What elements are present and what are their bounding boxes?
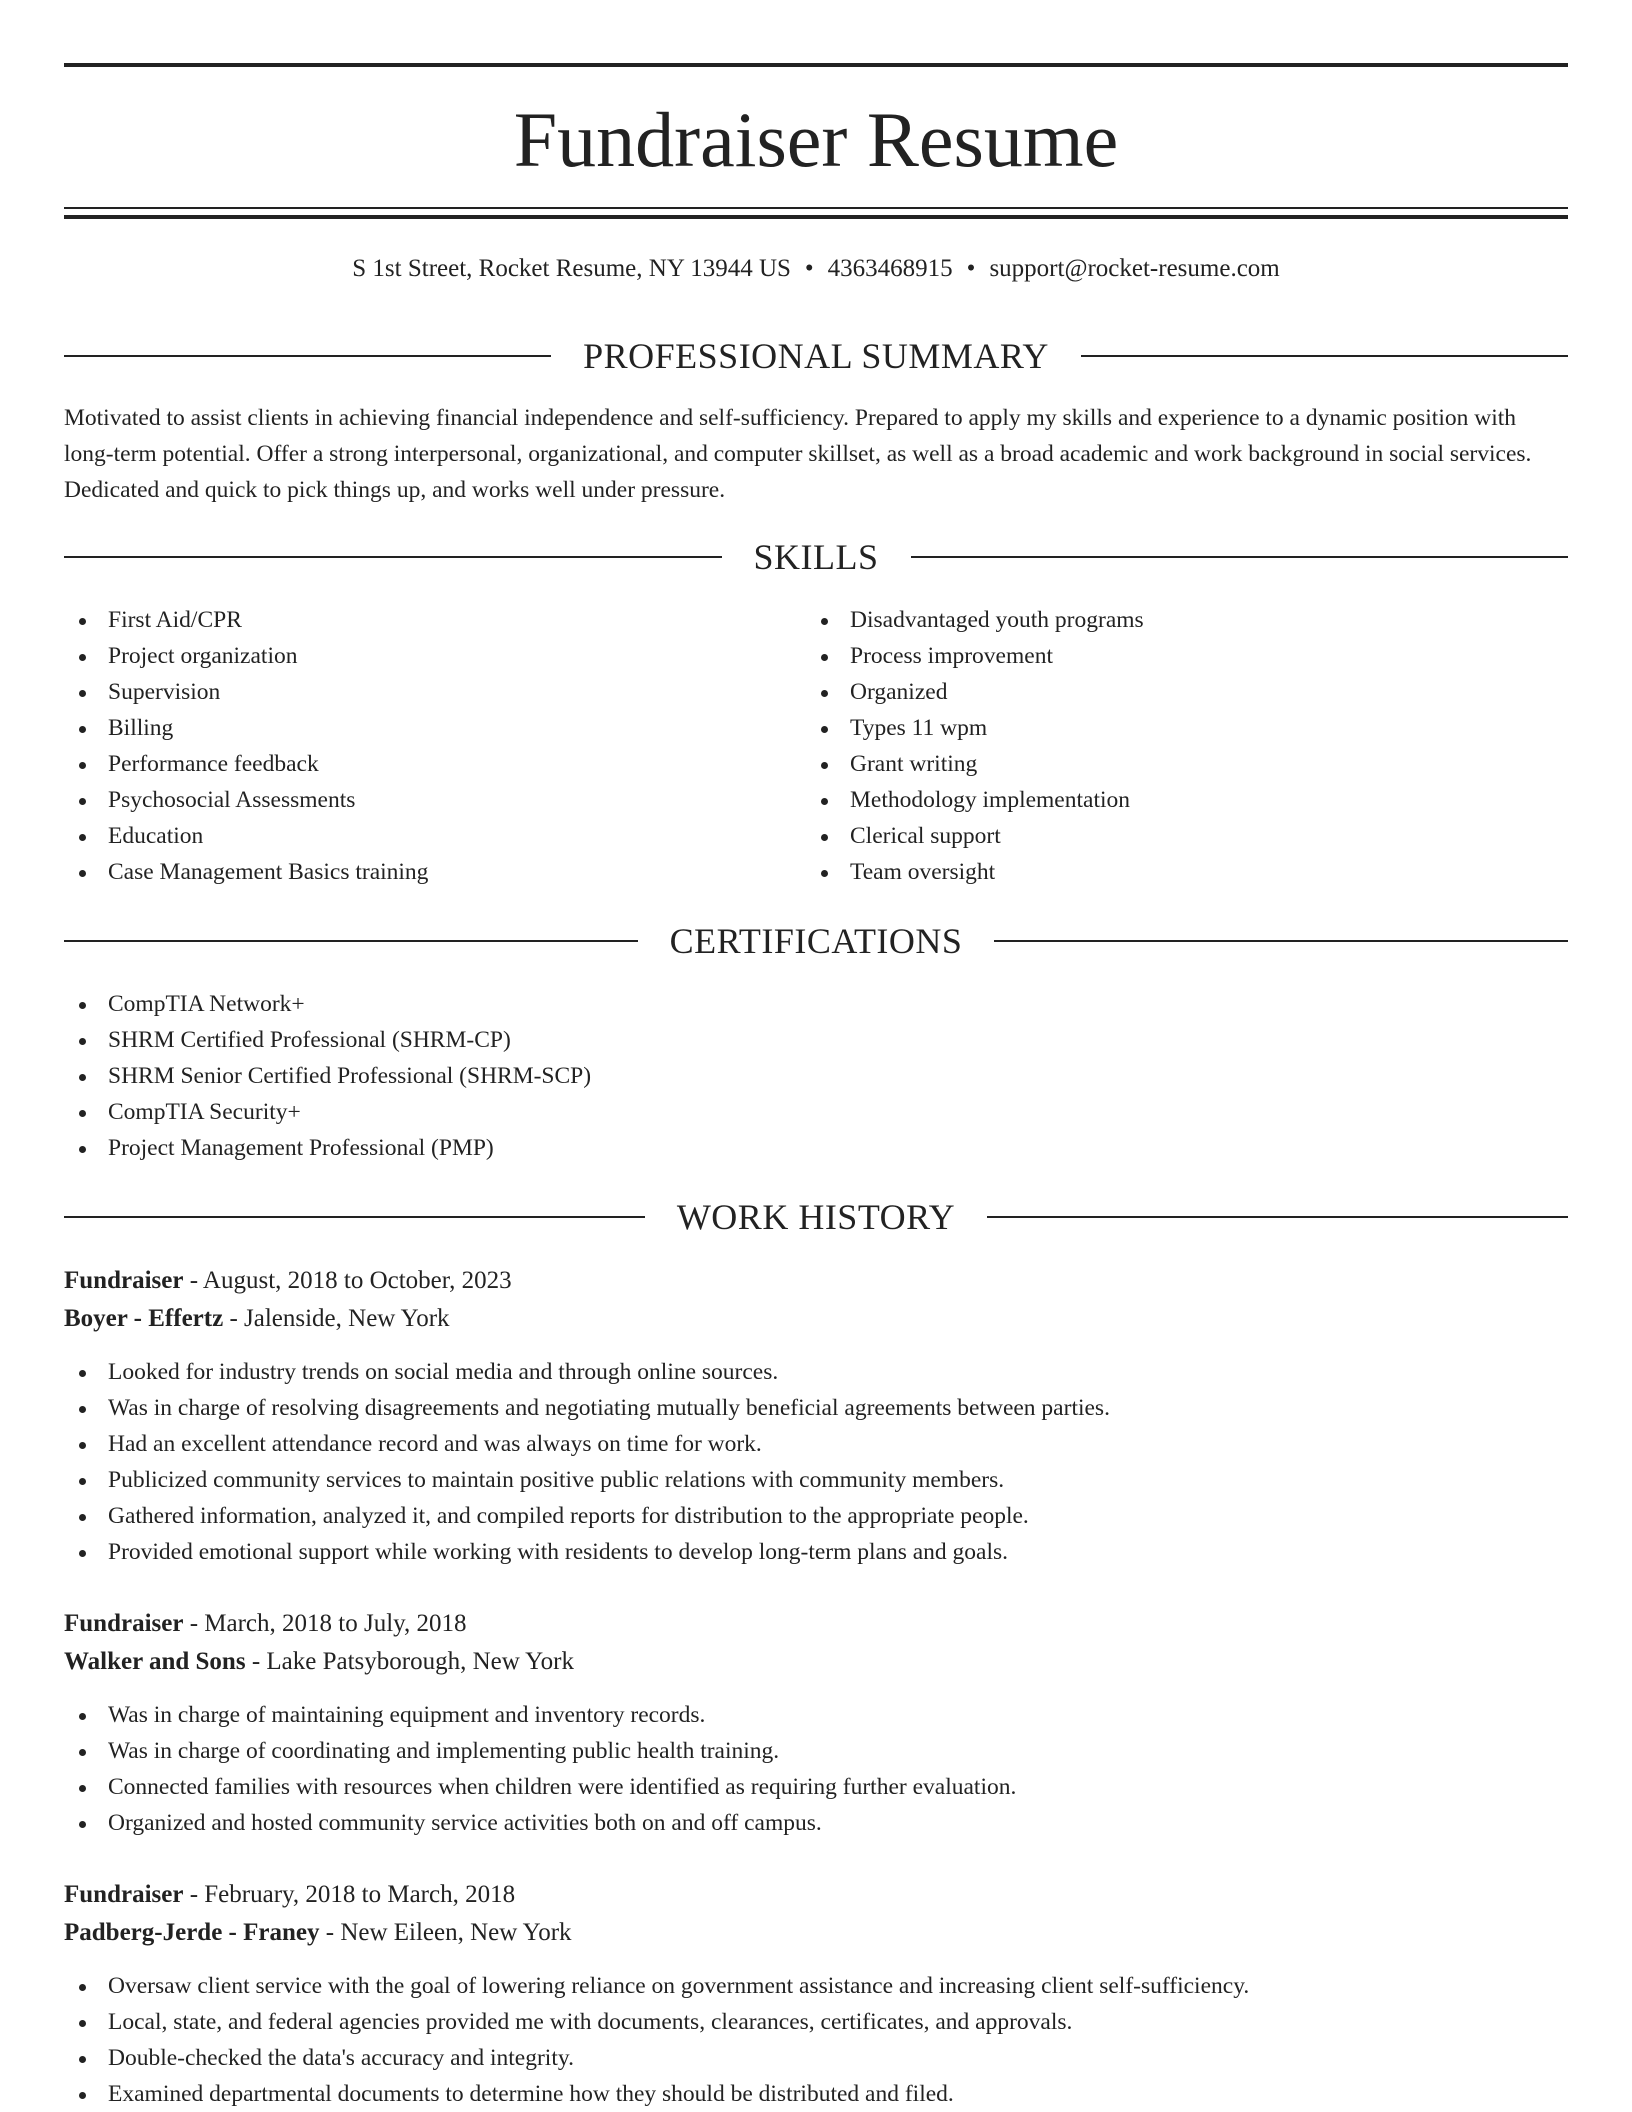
certifications-list <box>64 986 1568 1166</box>
skill-item: Project organization <box>64 638 804 674</box>
job-location: Jalenside, New York <box>244 1305 450 1332</box>
skill-item: Performance feedback <box>64 746 804 782</box>
skill-item: Organized <box>806 674 1546 710</box>
skill-item: Disadvantaged youth programs <box>806 602 1546 638</box>
skills-list-left <box>64 602 804 890</box>
header-top-rule <box>64 63 1568 67</box>
job-dates: February, 2018 to March, 2018 <box>204 1881 516 1908</box>
heading-rule-right <box>994 940 1568 942</box>
skill-item: Education <box>64 818 804 854</box>
job-entry <box>64 1262 1568 1570</box>
contact-address: S 1st Street, Rocket Resume, NY 13944 US <box>352 255 791 282</box>
skill-item: Supervision <box>64 674 804 710</box>
heading-rule-right <box>987 1216 1568 1218</box>
certification-item: Project Management Professional (PMP) <box>64 1130 1568 1166</box>
heading-rule-right <box>1081 355 1568 357</box>
job-duty-item: Local, state, and federal agencies provided me with documents, clearances, certificates, and approvals. <box>64 2004 1568 2040</box>
job-duty-item: Was in charge of coordinating and implementing public health training. <box>64 1733 1568 1769</box>
job-employer-line: Boyer - Effertz - Jalenside, New York <box>64 1305 450 1332</box>
skill-item: Methodology implementation <box>806 782 1546 818</box>
skill-item: Process improvement <box>806 638 1546 674</box>
skill-item: Grant writing <box>806 746 1546 782</box>
job-duty-item: Looked for industry trends on social media and through online sources. <box>64 1354 1568 1390</box>
skills-list-right <box>806 602 1546 890</box>
job-duty-item: Was in charge of maintaining equipment and inventory records. <box>64 1697 1568 1733</box>
section-heading-skills <box>64 537 1568 577</box>
section-heading-certifications <box>64 921 1568 961</box>
job-dates: August, 2018 to October, 2023 <box>202 1267 512 1294</box>
job-duty-item: Organized and hosted community service activities both on and off campus. <box>64 1805 1568 1841</box>
contact-phone: 4363468915 <box>827 255 953 282</box>
certification-item: SHRM Senior Certified Professional (SHRM-SCP) <box>64 1058 1568 1094</box>
job-location: New Eileen, New York <box>340 1919 572 1946</box>
job-duty-item: Examined departmental documents to determine how they should be distributed and filed. <box>64 2076 1568 2112</box>
job-title-line: Fundraiser - March, 2018 to July, 2018 <box>64 1610 467 1637</box>
section-heading-label: CERTIFICATIONS <box>669 921 963 961</box>
section-heading-summary <box>64 336 1568 376</box>
heading-rule-left <box>64 556 722 558</box>
job-duty-item: Gathered information, analyzed it, and compiled reports for distribution to the appropriate people. <box>64 1498 1568 1534</box>
job-duties-list <box>64 1354 1568 1570</box>
certification-item: CompTIA Security+ <box>64 1094 1568 1130</box>
job-title-line: Fundraiser - August, 2018 to October, 2023 <box>64 1267 512 1294</box>
job-company: Boyer - Effertz <box>64 1305 224 1332</box>
job-title-line: Fundraiser - February, 2018 to March, 2018 <box>64 1881 516 1908</box>
job-entry <box>64 1605 1568 1841</box>
job-duty-item: Publicized community services to maintain positive public relations with community members. <box>64 1462 1568 1498</box>
skill-item: Billing <box>64 710 804 746</box>
job-duty-item: Had an excellent attendance record and was always on time for work. <box>64 1426 1568 1462</box>
job-employer-line: Padberg-Jerde - Franey - New Eileen, New York <box>64 1919 572 1946</box>
heading-rule-right <box>911 556 1569 558</box>
summary-text: Motivated to assist clients in achieving financial independence and self-sufficiency. Prepared to apply my skills and experience to a dynamic position with long-term potential. Offer a strong interpersonal, organizational, and computer skillset, as well as a broad academic and work background in social services. Dedicated and quick to pick things up, and works well under pressure. <box>64 405 1532 503</box>
contact-separator: • <box>804 255 814 282</box>
header-rule-upper <box>64 207 1568 209</box>
heading-rule-left <box>64 940 638 942</box>
section-heading-work-history <box>64 1197 1568 1237</box>
skill-item: Types 11 wpm <box>806 710 1546 746</box>
job-company: Walker and Sons <box>64 1648 246 1675</box>
skill-item: Team oversight <box>806 854 1546 890</box>
skill-item: Clerical support <box>806 818 1546 854</box>
job-entry <box>64 1876 1568 2112</box>
job-company: Padberg-Jerde - Franey <box>64 1919 320 1946</box>
job-title: Fundraiser <box>64 1881 184 1908</box>
header-rule-lower <box>64 215 1568 219</box>
section-heading-label: SKILLS <box>753 537 879 577</box>
job-duty-item: Double-checked the data's accuracy and integrity. <box>64 2040 1568 2076</box>
section-heading-label: WORK HISTORY <box>676 1197 956 1237</box>
job-dates: March, 2018 to July, 2018 <box>204 1610 467 1637</box>
certification-item: SHRM Certified Professional (SHRM-CP) <box>64 1022 1568 1058</box>
job-duty-item: Oversaw client service with the goal of lowering reliance on government assistance and increasing client self-sufficiency. <box>64 1968 1568 2004</box>
job-duty-item: Provided emotional support while working with residents to develop long-term plans and goals. <box>64 1534 1568 1570</box>
certification-item: CompTIA Network+ <box>64 986 1568 1022</box>
contact-separator: • <box>966 255 976 282</box>
skill-item: First Aid/CPR <box>64 602 804 638</box>
heading-rule-left <box>64 1216 645 1218</box>
job-duty-item: Connected families with resources when children were identified as requiring further evaluation. <box>64 1769 1568 1805</box>
job-title: Fundraiser <box>64 1267 184 1294</box>
contact-email: support@rocket-resume.com <box>989 255 1280 282</box>
job-location: Lake Patsyborough, New York <box>266 1648 575 1675</box>
contact-line <box>64 252 1568 286</box>
resume-title: Fundraiser Resume <box>513 96 1119 183</box>
job-duty-item: Was in charge of resolving disagreements and negotiating mutually beneficial agreements between parties. <box>64 1390 1568 1426</box>
skill-item: Psychosocial Assessments <box>64 782 804 818</box>
job-employer-line: Walker and Sons - Lake Patsyborough, New York <box>64 1648 575 1675</box>
heading-rule-left <box>64 355 551 357</box>
job-duties-list <box>64 1697 1568 1841</box>
job-duties-list <box>64 1968 1568 2112</box>
job-title: Fundraiser <box>64 1610 184 1637</box>
section-heading-label: PROFESSIONAL SUMMARY <box>583 336 1049 376</box>
skill-item: Case Management Basics training <box>64 854 804 890</box>
